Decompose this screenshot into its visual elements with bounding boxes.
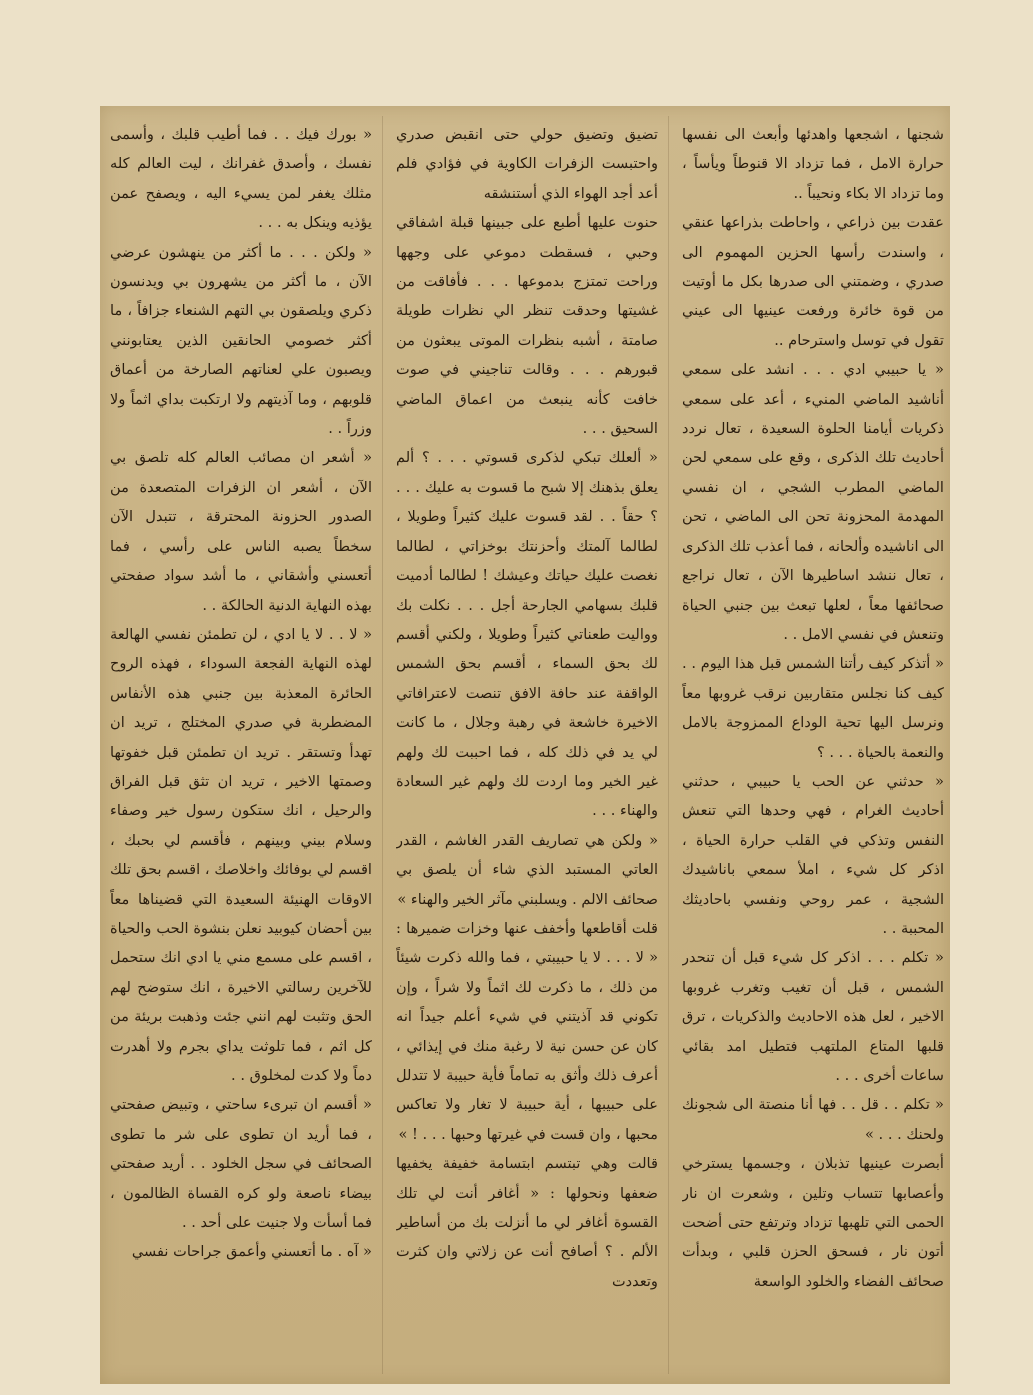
column-divider bbox=[668, 116, 669, 1374]
paragraph: « أتذكر كيف رأتنا الشمس قبل هذا اليوم . . كيف كنا نجلس متقاربين نرقب غروبها معاً ونرسل اليها تحية الوداع الممزوجة بالامل والنعمة بالحياة . . . ؟ bbox=[682, 655, 944, 761]
paragraph: قالت وهي تبتسم ابتسامة خفيفة يخفيها ضعفها ونحولها : « أغافر أنت لي تلك القسوة أغافر لي ما أنزلت بك من أساطير الألم . ؟ أصافح أنت عن زلاتي وان كثرت وتعددت bbox=[396, 1155, 658, 1290]
paragraph: أبصرت عينيها تذبلان ، وجسمها يسترخي وأعصابها تتساب وتلين ، وشعرت ان نار الحمى التي تلهبها تزداد وترتفع حتى أضحت أتون نار ، فسحق الحزن قلبي ، وبدأت صحائف الفضاء والخلود الواسعة bbox=[682, 1155, 944, 1290]
paragraph: « أقسم ان تبرىء ساحتي ، وتبيض صفحتي ، فما أريد ان تطوى على شر ما تطوى الصحائف في سجل الخلود . . أريد صفحتي بيضاء ناصعة ولو كره القساة الظالمون ، فما أسأت ولا جنيت على أحد . . bbox=[110, 1096, 372, 1232]
text-column-middle bbox=[396, 120, 658, 1360]
paragraph: « بورك فيك . . فما أطيب قلبك ، وأسمى نفسك ، وأصدق غفرانك ، ليت العالم كله مثلك يغفر لمن يسيء اليه ، ويصفح عمن يؤذيه وينكل به . . . bbox=[110, 126, 372, 232]
paragraph: « ولكن . . . ما أكثر من ينهشون عرضي الآن ، ما أكثر من يشهرون بي ويدنسون ذكري ويلصقون بي التهم الشنعاء جزافاً ، ما أكثر خصومي الحانقين الذين يعتابونني ويصبون علي لعناتهم الصارخة من أعماق قلوبهم ، وما آذيتهم ولا ارتكبت بداي اثماً ولا وزراً . . bbox=[110, 243, 372, 438]
paragraph: حنوت عليها أطبع على جبينها قبلة اشفاقي وحبي ، فسقطت دموعي على وجهها وراحت تمتزج بدموعها . . . فأفاقت من غشيتها وحدقت تنظر الي نظرات طويلة صامتة ، أشبه بنظرات الموتى يبعثون من قبورهم . . . وقالت تناجيني في صوت خافت كأنه ينبعث من اعماق الماضي السحيق . . . bbox=[396, 214, 658, 438]
paragraph: « لا . . لا يا ادي ، لن تطمئن نفسي الهالعة لهذه النهاية الفجعة السوداء ، فهذه الروح الحائرة المعذبة بين جنبي هذه الأنفاس المضطربة في صدري المختلج ، تريد ان تهدأ وتستقر . تريد ان تطمئن قبل خفوتها وصمتها الاخير ، تريد ان تثق قبل الفراق والرحيل ، انك ستكون رسول خير وصفاء وسلام بيني وبينهم ، فأقسم لي بحبك ، اقسم لي بوفائك واخلاصك ، اقسم بحق تلك الاوقات الهنيئة السعيدة التي قضيناها معاً بين أحضان كيوبيد نعلن بنشوة الحب والحياة ، اقسم على مسمع مني يا ادي انك ستحمل للآخرين رسالتي الاخيرة ، انك ستوضح لهم الحق وتثبت لهم انني جئت وذهبت بريئة من كل اثم ، فما تلوثت يداي بجرم ولا أهدرت دماً ولا كدت لمخلوق . . bbox=[110, 625, 372, 1084]
text-column-left bbox=[110, 120, 372, 1360]
paragraph: « أشعر ان مصائب العالم كله تلصق بي الآن ، أشعر ان الزفرات المتصعدة من الصدور الحزونة المحترقة ، تتبدل الآن سخطاً يصبه الناس على رأسي ، فما أتعسني وأشقاني ، ما أشد سواد صفحتي بهذه النهاية الدنية الحالكة . . bbox=[110, 449, 372, 614]
paragraph: « آه . ما أتعسني وأعمق جراحات نفسي bbox=[131, 1243, 372, 1261]
text-column-right bbox=[682, 120, 944, 1360]
paragraph: « تكلم . . قل . . فها أنا منصتة الى شجونك ولحنك . . . » bbox=[682, 1096, 944, 1143]
paragraph: شجنها ، اشجعها واهدئها وأبعث الى نفسها حرارة الامل ، فما تزداد الا قنوطاً ويأساً ، وما تزداد الا بكاء ونحيباً .. bbox=[682, 126, 944, 202]
paragraph: « يا حبيبي ادي . . . انشد على سمعي أناشيد الماضي المنيء ، أعد على سمعي ذكريات أيامنا الحلوة السعيدة ، تعال نردد أحاديث تلك الذكرى ، وقع على سمعي لحن الماضي المطرب الشجي ، ان نفسي المهدمة المحزونة تحن الى الماضي ، تحن الى اناشيده وألحانه ، فما أعذب تلك الذكرى ، تعال ننشد اساطيرها الآن ، تعال نراجع صحائفها معاً ، لعلها تبعث بين جنبي الحياة وتنعش في نفسي الامل . . bbox=[682, 361, 944, 643]
column-divider bbox=[382, 116, 383, 1374]
paragraph: تضيق وتضيق حولي حتى انقبض صدري واحتبست الزفرات الكاوية في فؤادي فلم أعد أجد الهواء الذي أستنشقه bbox=[396, 126, 658, 202]
paragraph: « ولكن هي تصاريف القدر الغاشم ، القدر العاتي المستبد الذي شاء أن يلصق بي صحائف الالم . ويسلبني مآثر الخير والهناء » bbox=[396, 831, 658, 908]
paragraph: « تكلم . . . اذكر كل شيء قبل أن تنحدر الشمس ، قبل أن تغيب وتغرب غروبها الاخير ، لعل هذه الاحاديث والذكريات ، ترق قلبها المتاع الملتهب فتطيل امد بقائي ساعات أخرى . . . bbox=[682, 949, 944, 1084]
paragraph: « ألعلك تبكي لذكرى قسوتي . . . ؟ ألم يعلق بذهنك إلا شبح ما قسوت به عليك . . . ؟ حقاً . . لقد قسوت عليك كثيراً وطويلا ، لطالما آلمتك وأحزنتك بوخزاتي ، لطالما نغصت عليك حياتك وعيشك ! لطالما أدميت قلبك بسهامي الجارحة أجل . . . نكلت بك وواليت طعناتي كثيراً وطويلا ، ولكني أقسم لك بحق السماء ، أقسم بحق الشمس الواقفة عند حافة الافق تنصت لاعترافاتي الاخيرة خاشعة في رهبة وجلال ، ما كانت لي يد في ذلك كله ، فما احببت لك ولهم غير الخير وما اردت لك ولهم غير السعادة والهناء . . . bbox=[396, 449, 658, 820]
paragraph: عقدت بين ذراعي ، واحاطت بذراعها عنقي ، واسندت رأسها الحزين المهموم الى صدري ، وضمتني الى صدرها بكل ما أوتيت من قوة خائرة ورفعت عينيها الى عيني تقول في توسل واسترحام .. bbox=[682, 214, 944, 349]
newspaper-scan bbox=[100, 106, 950, 1384]
paragraph: « حدثني عن الحب يا حبيبي ، حدثني أحاديث الغرام ، فهي وحدها التي تنعش النفس وتذكي في القلب حرارة الحياة ، اذكر كل شيء ، املأ سمعي باناشيدك الشجية ، عمر روحي ونفسي باحاديثك المحببة . . bbox=[682, 772, 944, 937]
paragraph: قلت أقاطعها وأخفف عنها وخزات ضميرها : « لا . . . لا يا حبيبتي ، فما والله ذكرت شيئاً من ذلك ، ما ذكرت لك اثماً ولا شراً ، وإن تكوني قد آذيتني في شيء أعلم جيداً انه كان عن حسن نية لا رغبة منك في إيذائي ، أعرف ذلك وأثق به تماماً فأية حبيبة لا تتدلل على حبيبها ، أية حبيبة لا تغار ولا تعاكس محبها ، وان قست في غيرتها وحبها . . . ! » bbox=[396, 919, 658, 1143]
